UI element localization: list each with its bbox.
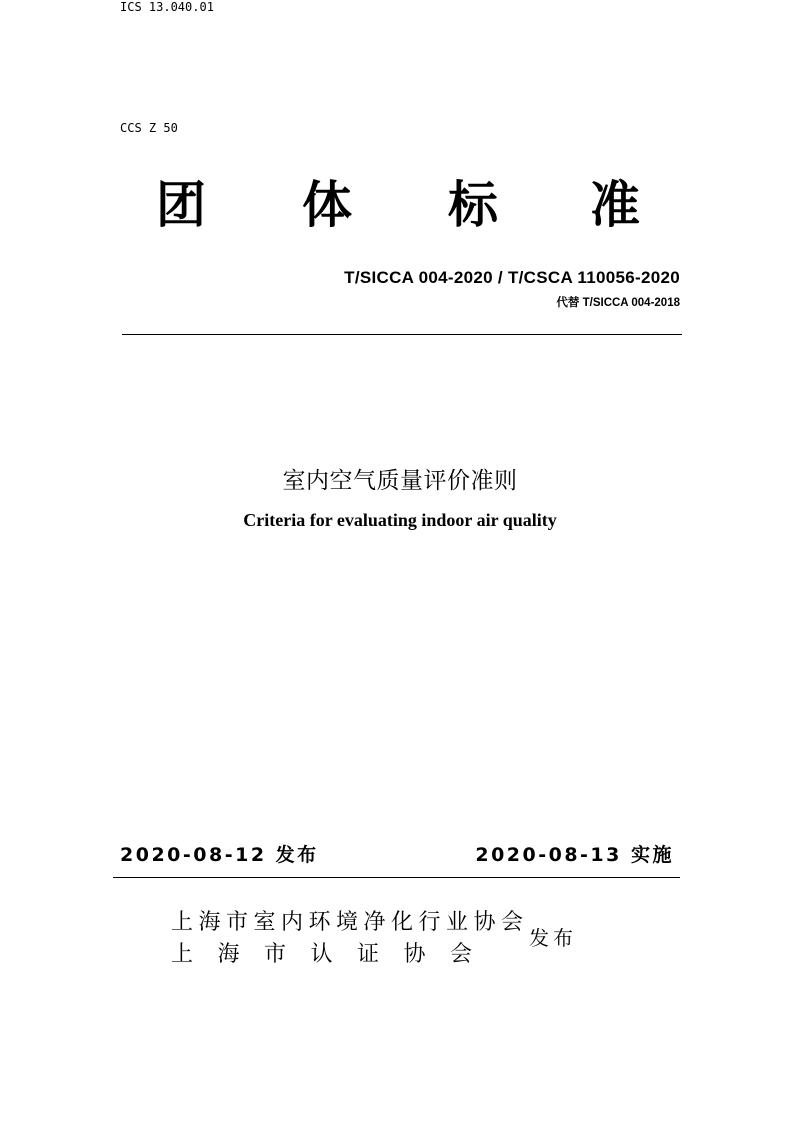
doc-type-char-3: 标 [448,176,498,234]
english-title: Criteria for evaluating indoor air quality [243,510,557,530]
bottom-divider [113,877,680,878]
standard-number: T/SICCA 004-2020 / T/CSCA 110056-2020 [344,268,680,287]
replaces-standard: 代替 T/SICCA 004-2018 [556,297,680,309]
doc-type-char-2: 体 [302,176,352,234]
ccs-code: CCS Z 50 [120,121,178,135]
effective-date: 2020-08-13 实施 [475,844,674,866]
issuer-2: 上海市认证协会 [171,942,497,967]
chinese-title: 室内空气质量评价准则 [282,468,518,494]
publish-label: 发布 [529,926,577,950]
ics-code: ICS 13.040.01 [120,0,214,14]
issuer-1: 上海市室内环境净化行业协会 [171,910,529,935]
top-divider [122,334,682,335]
doc-type-char-1: 团 [156,176,206,234]
doc-type-char-4: 准 [590,176,640,234]
publish-date: 2020-08-12 发布 [120,844,319,866]
